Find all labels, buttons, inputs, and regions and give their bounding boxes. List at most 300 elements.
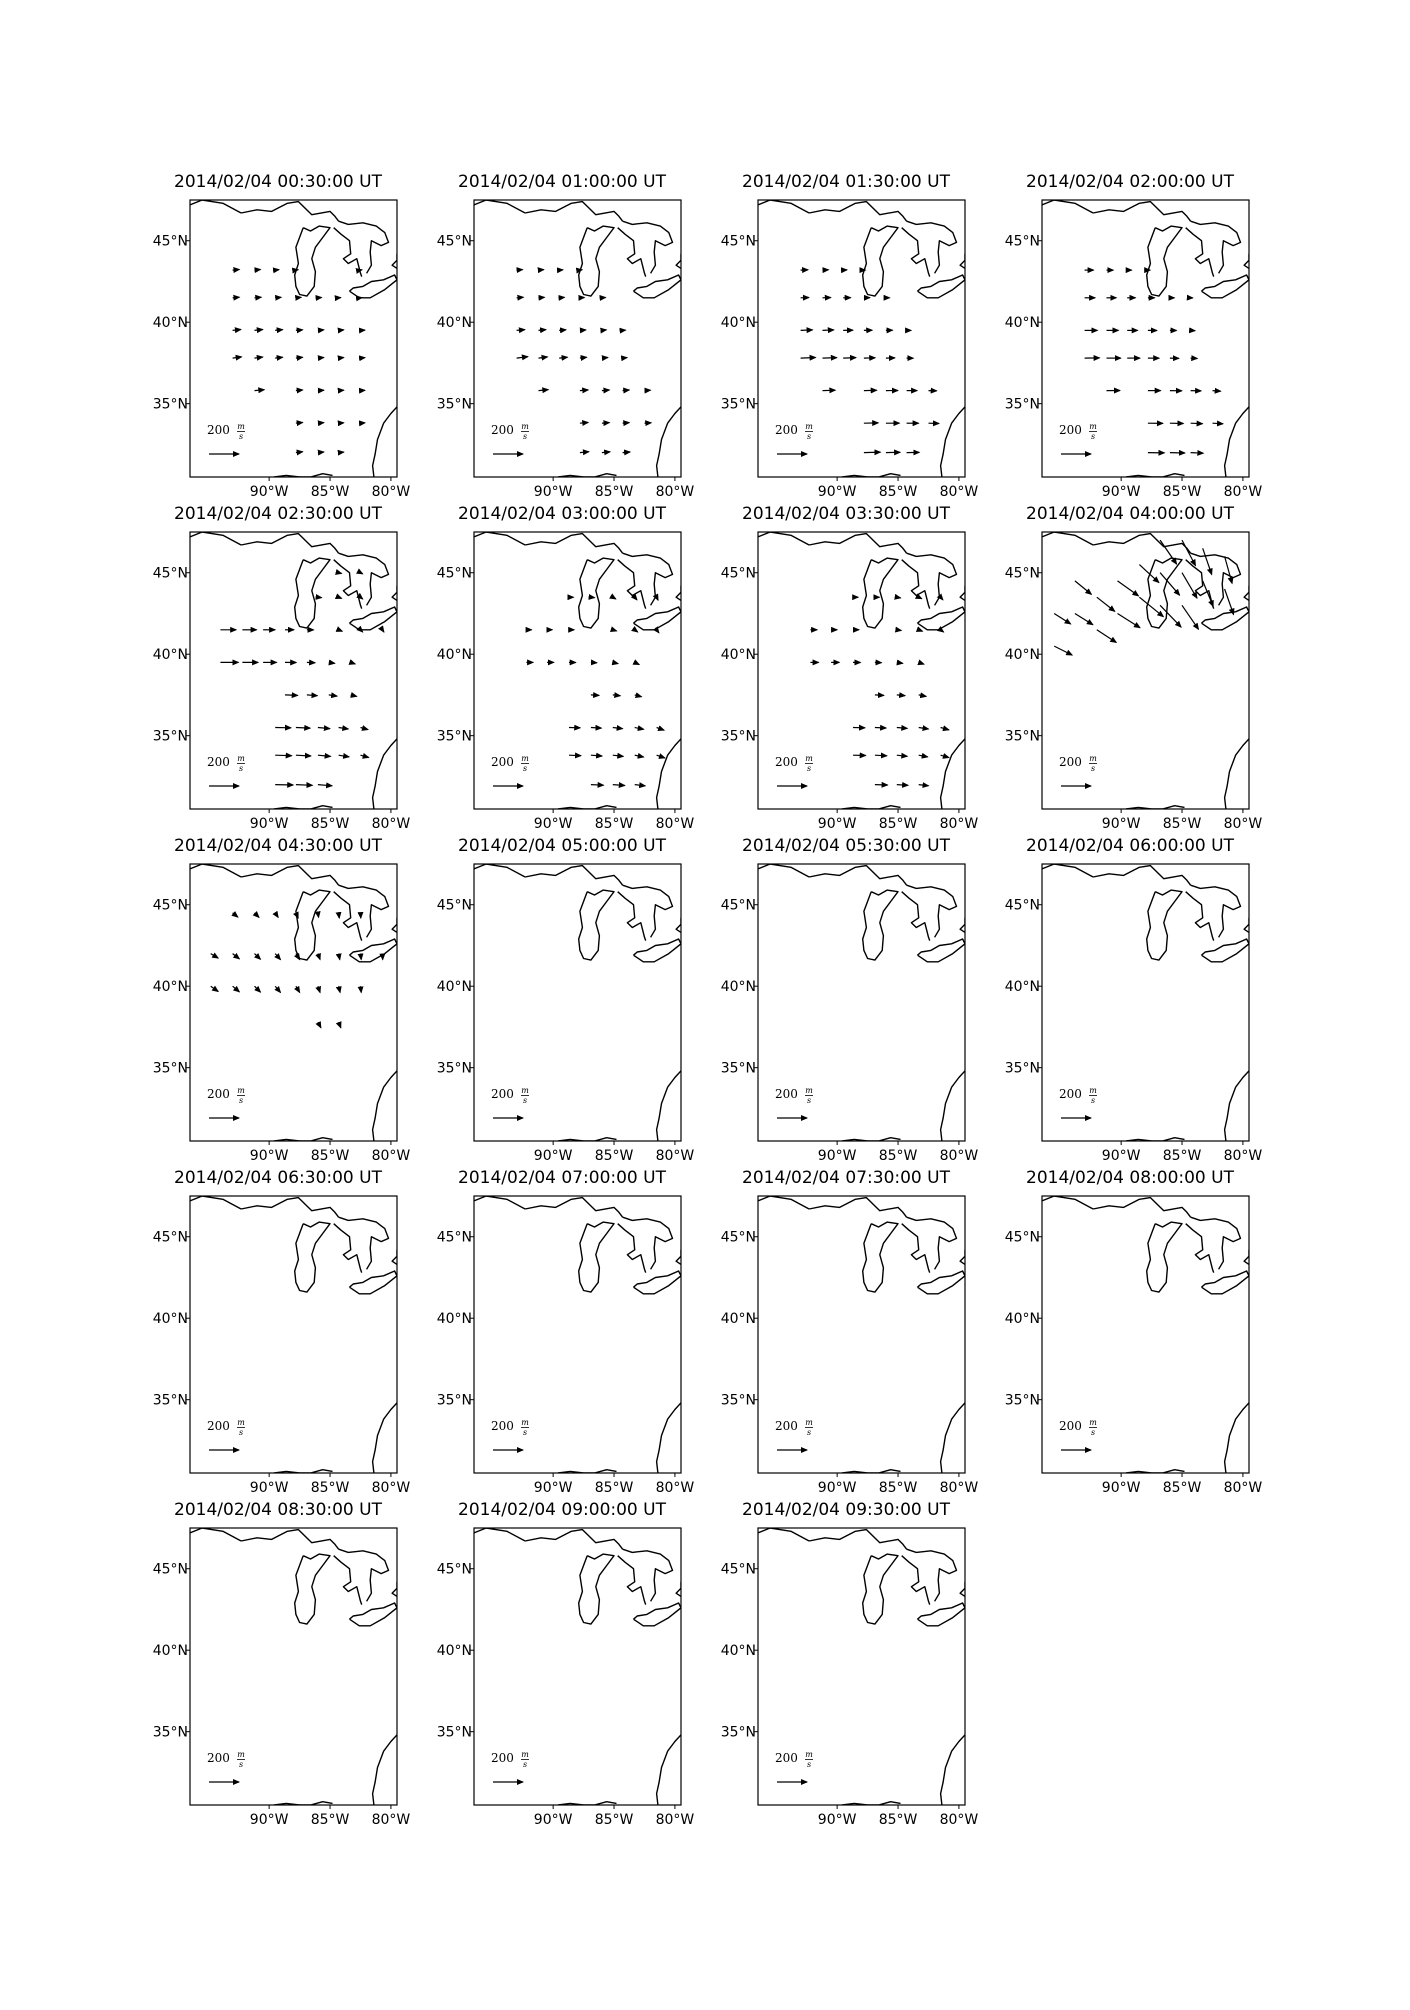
lat-tick-label: 45°N bbox=[720, 1229, 756, 1246]
velocity-vector bbox=[864, 452, 881, 453]
velocity-vector bbox=[1160, 540, 1177, 564]
reference-magnitude: 200 bbox=[775, 1419, 798, 1433]
lat-tick-label: 40°N bbox=[152, 1311, 188, 1328]
velocity-vector bbox=[233, 297, 240, 298]
map-panel bbox=[140, 1498, 416, 1828]
lat-tick-label: 40°N bbox=[720, 979, 756, 996]
reference-unit-numerator: m bbox=[805, 1086, 813, 1095]
velocity-vector bbox=[591, 728, 602, 729]
velocity-vector bbox=[296, 755, 311, 756]
coastline bbox=[863, 558, 898, 628]
velocity-vector bbox=[275, 913, 278, 918]
reference-vector-key bbox=[775, 422, 813, 454]
coastline bbox=[190, 864, 241, 877]
velocity-vector bbox=[623, 358, 628, 359]
velocity-vector bbox=[580, 423, 588, 424]
velocity-vector bbox=[318, 330, 324, 331]
lat-tick-label: 35°N bbox=[1004, 396, 1040, 413]
velocity-vector bbox=[255, 357, 263, 358]
lon-tick-label: 80°W bbox=[655, 1480, 695, 1496]
coastline bbox=[634, 275, 682, 298]
map-panel bbox=[708, 834, 984, 1164]
velocity-vector bbox=[919, 728, 929, 730]
velocity-vector bbox=[897, 630, 902, 631]
coastline bbox=[373, 739, 397, 809]
lon-tick-label: 80°W bbox=[939, 484, 979, 500]
coastline bbox=[1225, 407, 1249, 477]
reference-unit-denominator: s bbox=[1090, 764, 1096, 773]
velocity-vector bbox=[211, 954, 219, 959]
velocity-vector bbox=[318, 358, 324, 359]
coastline bbox=[373, 1735, 397, 1805]
velocity-vector bbox=[318, 913, 319, 918]
coastline bbox=[623, 1549, 673, 1601]
map-panel bbox=[140, 170, 416, 500]
velocity-vector bbox=[919, 755, 928, 757]
velocity-vector bbox=[275, 330, 283, 331]
coastline bbox=[676, 586, 681, 601]
velocity-vector bbox=[255, 954, 261, 960]
lon-tick-label: 80°W bbox=[939, 1480, 979, 1496]
coastline bbox=[334, 560, 362, 609]
lat-tick-label: 35°N bbox=[1004, 1060, 1040, 1077]
lon-tick-label: 85°W bbox=[878, 484, 918, 500]
velocity-vector bbox=[351, 662, 356, 664]
coastline bbox=[809, 534, 907, 554]
velocity-vector bbox=[382, 630, 384, 632]
lon-tick-label: 85°W bbox=[878, 1812, 918, 1828]
coastline bbox=[392, 1250, 397, 1265]
map-panel bbox=[140, 502, 416, 832]
coastline bbox=[1202, 939, 1250, 962]
velocity-vector bbox=[657, 630, 659, 633]
reference-unit-numerator: m bbox=[1089, 1086, 1097, 1095]
reference-magnitude: 200 bbox=[491, 423, 514, 437]
lat-tick-label: 35°N bbox=[152, 396, 188, 413]
lat-tick-label: 45°N bbox=[720, 1561, 756, 1578]
panel-title: 2014/02/04 07:30:00 UT bbox=[742, 1168, 950, 1188]
velocity-vector bbox=[233, 357, 242, 358]
reference-magnitude: 200 bbox=[491, 1751, 514, 1765]
map-panel bbox=[424, 1166, 700, 1496]
coastline bbox=[339, 1549, 389, 1601]
panel-title: 2014/02/04 08:00:00 UT bbox=[1026, 1168, 1234, 1188]
map-plot bbox=[708, 834, 984, 1164]
coastline bbox=[941, 1403, 965, 1473]
velocity-vector bbox=[339, 597, 342, 598]
lat-tick-label: 40°N bbox=[436, 315, 472, 332]
reference-unit-denominator: s bbox=[1090, 1428, 1096, 1437]
lon-tick-label: 85°W bbox=[594, 1148, 634, 1164]
velocity-vector bbox=[602, 330, 607, 331]
lat-tick-label: 45°N bbox=[720, 233, 756, 250]
velocity-vector bbox=[1182, 605, 1199, 629]
lat-tick-label: 35°N bbox=[720, 728, 756, 745]
coastline bbox=[579, 558, 614, 628]
lat-tick-label: 35°N bbox=[152, 1724, 188, 1741]
map-plot bbox=[140, 170, 416, 500]
coastline bbox=[1244, 254, 1249, 269]
map-panel bbox=[424, 502, 700, 832]
velocity-vector bbox=[361, 358, 366, 359]
coastline bbox=[1225, 1403, 1249, 1473]
coastline bbox=[676, 1582, 681, 1597]
velocity-vector bbox=[897, 728, 908, 729]
lon-tick-label: 80°W bbox=[371, 1812, 411, 1828]
lat-tick-label: 35°N bbox=[436, 1392, 472, 1409]
velocity-vector bbox=[296, 986, 300, 992]
reference-unit-denominator: s bbox=[806, 764, 812, 773]
map-panel bbox=[992, 502, 1268, 832]
velocity-vector bbox=[255, 913, 260, 918]
panel-title: 2014/02/04 05:00:00 UT bbox=[458, 836, 666, 856]
velocity-vector bbox=[657, 597, 659, 600]
velocity-vector bbox=[255, 297, 262, 298]
velocity-vector bbox=[307, 695, 318, 696]
velocity-vector bbox=[919, 597, 922, 599]
reference-unit-numerator: m bbox=[237, 1418, 245, 1427]
lon-tick-label: 90°W bbox=[817, 1480, 857, 1496]
velocity-vector bbox=[635, 695, 642, 697]
coastline bbox=[474, 200, 525, 213]
coastline bbox=[618, 1224, 646, 1273]
reference-unit-denominator: s bbox=[238, 432, 244, 441]
coastline bbox=[918, 1271, 966, 1294]
coastline bbox=[339, 553, 389, 605]
velocity-vector bbox=[318, 423, 324, 424]
coastline bbox=[1093, 534, 1191, 554]
coastline bbox=[392, 586, 397, 601]
map-plot bbox=[708, 170, 984, 500]
velocity-vector bbox=[613, 785, 625, 786]
coastline bbox=[902, 892, 930, 941]
coastline bbox=[960, 254, 965, 269]
coastline bbox=[758, 1528, 809, 1541]
reference-unit-numerator: m bbox=[521, 1418, 529, 1427]
lat-tick-label: 40°N bbox=[152, 315, 188, 332]
velocity-vector bbox=[635, 755, 644, 757]
velocity-vector bbox=[339, 728, 349, 730]
lon-tick-label: 90°W bbox=[1101, 1148, 1141, 1164]
coastline bbox=[809, 1198, 907, 1218]
velocity-vector bbox=[635, 728, 644, 730]
coastline bbox=[918, 275, 966, 298]
velocity-vector bbox=[613, 630, 617, 631]
velocity-vector bbox=[296, 357, 303, 358]
lon-tick-label: 80°W bbox=[939, 1812, 979, 1828]
velocity-vector bbox=[591, 755, 602, 756]
map-plot bbox=[992, 170, 1268, 500]
velocity-vector bbox=[823, 330, 834, 331]
velocity-vector bbox=[233, 986, 240, 992]
coastline bbox=[1147, 226, 1182, 296]
coastline bbox=[295, 890, 330, 960]
velocity-vector bbox=[801, 330, 813, 331]
velocity-vector bbox=[539, 357, 548, 358]
lat-tick-label: 40°N bbox=[436, 1643, 472, 1660]
lon-tick-label: 85°W bbox=[310, 484, 350, 500]
lat-tick-label: 35°N bbox=[1004, 1392, 1040, 1409]
velocity-vector bbox=[602, 452, 610, 453]
coastline bbox=[902, 228, 930, 277]
lat-tick-label: 40°N bbox=[720, 1311, 756, 1328]
reference-unit-numerator: m bbox=[1089, 754, 1097, 763]
velocity-vector bbox=[339, 913, 340, 918]
lon-tick-label: 90°W bbox=[249, 484, 289, 500]
velocity-vector bbox=[1075, 614, 1093, 625]
reference-unit-denominator: s bbox=[238, 1760, 244, 1769]
lat-tick-label: 40°N bbox=[720, 647, 756, 664]
map-plot bbox=[424, 1498, 700, 1828]
coastline bbox=[392, 254, 397, 269]
panel-title: 2014/02/04 02:30:00 UT bbox=[174, 504, 382, 524]
map-panel bbox=[708, 170, 984, 500]
panel-title: 2014/02/04 02:00:00 UT bbox=[1026, 172, 1234, 192]
coastline bbox=[1191, 221, 1241, 273]
velocity-vector bbox=[361, 728, 369, 730]
lon-tick-label: 80°W bbox=[1223, 1480, 1263, 1496]
reference-magnitude: 200 bbox=[775, 423, 798, 437]
coastline bbox=[960, 1250, 965, 1265]
velocity-vector bbox=[275, 357, 283, 358]
lon-tick-label: 80°W bbox=[655, 484, 695, 500]
coastline bbox=[918, 939, 966, 962]
reference-magnitude: 200 bbox=[1059, 1419, 1082, 1433]
coastline bbox=[190, 1528, 241, 1541]
lon-tick-label: 85°W bbox=[1162, 1148, 1202, 1164]
coastline bbox=[676, 1250, 681, 1265]
velocity-vector bbox=[339, 452, 344, 453]
coastline bbox=[241, 866, 339, 886]
lon-tick-label: 90°W bbox=[817, 816, 857, 832]
coastline bbox=[373, 407, 397, 477]
coastline bbox=[241, 534, 339, 554]
panel-title: 2014/02/04 05:30:00 UT bbox=[742, 836, 950, 856]
reference-vector-key bbox=[1059, 1086, 1097, 1118]
velocity-vector bbox=[897, 785, 908, 786]
reference-vector-key bbox=[207, 422, 245, 454]
velocity-vector bbox=[329, 695, 337, 696]
velocity-vector bbox=[875, 695, 884, 696]
coastline bbox=[1042, 864, 1093, 877]
velocity-vector bbox=[517, 357, 528, 359]
coastline bbox=[350, 1603, 398, 1626]
velocity-vector bbox=[361, 954, 362, 960]
velocity-vector bbox=[580, 357, 587, 358]
lat-tick-label: 35°N bbox=[152, 1060, 188, 1077]
coastline bbox=[657, 407, 681, 477]
lat-tick-label: 45°N bbox=[152, 1229, 188, 1246]
map-panel bbox=[424, 834, 700, 1164]
lon-tick-label: 90°W bbox=[1101, 816, 1141, 832]
velocity-vector bbox=[591, 695, 599, 696]
coastline bbox=[350, 275, 398, 298]
map-panel bbox=[708, 1166, 984, 1496]
lat-tick-label: 40°N bbox=[1004, 647, 1040, 664]
panel-title: 2014/02/04 06:00:00 UT bbox=[1026, 836, 1234, 856]
velocity-vector bbox=[255, 270, 261, 271]
velocity-vector bbox=[318, 986, 320, 992]
reference-unit-denominator: s bbox=[238, 764, 244, 773]
velocity-vector bbox=[233, 270, 240, 271]
velocity-vector bbox=[1225, 589, 1234, 615]
velocity-vector bbox=[613, 662, 618, 663]
lon-tick-label: 90°W bbox=[533, 1480, 573, 1496]
lon-tick-label: 80°W bbox=[371, 484, 411, 500]
velocity-vector bbox=[613, 755, 624, 756]
velocity-vector bbox=[539, 270, 544, 271]
velocity-vector bbox=[613, 695, 621, 696]
velocity-vector bbox=[233, 913, 238, 917]
velocity-vector bbox=[875, 728, 886, 729]
velocity-vector bbox=[318, 755, 331, 756]
map-plot bbox=[424, 170, 700, 500]
coastline bbox=[241, 1530, 339, 1550]
velocity-vector bbox=[823, 358, 837, 359]
reference-vector-key bbox=[775, 1750, 813, 1782]
map-panel bbox=[140, 1166, 416, 1496]
coastline bbox=[758, 200, 809, 213]
coastline bbox=[295, 226, 330, 296]
coastline bbox=[579, 226, 614, 296]
velocity-vector bbox=[255, 330, 263, 331]
lon-tick-label: 80°W bbox=[655, 1812, 695, 1828]
velocity-vector bbox=[233, 954, 240, 959]
lat-tick-label: 45°N bbox=[720, 897, 756, 914]
reference-vector-key bbox=[775, 1418, 813, 1450]
lat-tick-label: 40°N bbox=[152, 979, 188, 996]
coastline bbox=[907, 553, 957, 605]
lon-tick-label: 90°W bbox=[533, 1148, 573, 1164]
velocity-vector bbox=[919, 785, 929, 786]
lon-tick-label: 90°W bbox=[817, 484, 857, 500]
reference-unit-numerator: m bbox=[805, 422, 813, 431]
coastline bbox=[392, 918, 397, 933]
lon-tick-label: 85°W bbox=[594, 484, 634, 500]
velocity-vector bbox=[517, 297, 524, 298]
lat-tick-label: 35°N bbox=[436, 1060, 472, 1077]
reference-magnitude: 200 bbox=[491, 755, 514, 769]
reference-magnitude: 200 bbox=[1059, 755, 1082, 769]
coastline bbox=[1093, 866, 1191, 886]
coastline bbox=[634, 607, 682, 630]
reference-magnitude: 200 bbox=[1059, 423, 1082, 437]
reference-magnitude: 200 bbox=[775, 1087, 798, 1101]
velocity-vector bbox=[897, 695, 905, 696]
velocity-vector bbox=[318, 728, 330, 729]
coastline bbox=[525, 1530, 623, 1550]
coastline bbox=[1225, 739, 1249, 809]
velocity-vector bbox=[1118, 581, 1139, 596]
lat-tick-label: 40°N bbox=[436, 979, 472, 996]
lon-tick-label: 90°W bbox=[1101, 484, 1141, 500]
coastline bbox=[1186, 1224, 1214, 1273]
lon-tick-label: 85°W bbox=[310, 1148, 350, 1164]
coastline bbox=[525, 534, 623, 554]
coastline bbox=[1186, 892, 1214, 941]
velocity-vector bbox=[339, 573, 342, 574]
coastline bbox=[863, 1222, 898, 1292]
velocity-vector bbox=[1139, 565, 1159, 583]
lat-tick-label: 45°N bbox=[1004, 565, 1040, 582]
reference-unit-numerator: m bbox=[1089, 1418, 1097, 1427]
velocity-vector bbox=[623, 423, 630, 424]
reference-vector-key bbox=[775, 1086, 813, 1118]
velocity-vector bbox=[657, 728, 665, 731]
lat-tick-label: 35°N bbox=[436, 1724, 472, 1741]
coastline bbox=[809, 202, 907, 222]
lon-tick-label: 85°W bbox=[594, 816, 634, 832]
coastline bbox=[902, 1224, 930, 1273]
reference-magnitude: 200 bbox=[207, 755, 230, 769]
map-panel bbox=[708, 502, 984, 832]
lon-tick-label: 90°W bbox=[817, 1812, 857, 1828]
velocity-vector bbox=[623, 452, 631, 453]
lat-tick-label: 35°N bbox=[720, 396, 756, 413]
velocity-vector bbox=[1118, 614, 1141, 628]
coastline bbox=[657, 1403, 681, 1473]
coastline bbox=[657, 1071, 681, 1141]
lon-tick-label: 80°W bbox=[1223, 484, 1263, 500]
velocity-vector bbox=[296, 390, 303, 391]
lat-tick-label: 45°N bbox=[152, 233, 188, 250]
reference-magnitude: 200 bbox=[491, 1087, 514, 1101]
velocity-vector bbox=[941, 597, 943, 600]
coastline bbox=[1042, 1196, 1093, 1209]
velocity-vector bbox=[275, 986, 280, 992]
reference-magnitude: 200 bbox=[491, 1419, 514, 1433]
coastline bbox=[474, 1528, 525, 1541]
reference-unit-denominator: s bbox=[522, 1760, 528, 1769]
lon-tick-label: 85°W bbox=[1162, 816, 1202, 832]
panel-title: 2014/02/04 00:30:00 UT bbox=[174, 172, 382, 192]
velocity-vector bbox=[580, 452, 589, 453]
velocity-vector bbox=[559, 330, 566, 331]
coastline bbox=[1244, 1250, 1249, 1265]
reference-unit-denominator: s bbox=[238, 1428, 244, 1437]
lat-tick-label: 45°N bbox=[436, 897, 472, 914]
lat-tick-label: 45°N bbox=[1004, 1229, 1040, 1246]
coastline bbox=[1244, 918, 1249, 933]
coastline bbox=[623, 221, 673, 273]
velocity-vector bbox=[1054, 646, 1072, 655]
coastline bbox=[758, 532, 809, 545]
velocity-vector bbox=[580, 390, 588, 391]
velocity-vector bbox=[613, 728, 623, 729]
coastline bbox=[295, 1554, 330, 1624]
coastline bbox=[941, 739, 965, 809]
lat-tick-label: 45°N bbox=[1004, 233, 1040, 250]
coastline bbox=[634, 939, 682, 962]
reference-vector-key bbox=[207, 754, 245, 786]
velocity-vector bbox=[275, 954, 280, 960]
panel-title: 2014/02/04 01:00:00 UT bbox=[458, 172, 666, 192]
velocity-vector bbox=[623, 390, 630, 391]
velocity-vector bbox=[559, 357, 567, 358]
coastline bbox=[190, 200, 241, 213]
coastline bbox=[295, 1222, 330, 1292]
velocity-vector bbox=[339, 755, 350, 757]
coastline bbox=[1191, 553, 1241, 605]
lat-tick-label: 40°N bbox=[720, 315, 756, 332]
velocity-vector bbox=[1191, 423, 1203, 424]
coastline bbox=[902, 1556, 930, 1605]
coastline bbox=[907, 1217, 957, 1269]
panel-title: 2014/02/04 03:30:00 UT bbox=[742, 504, 950, 524]
lon-tick-label: 80°W bbox=[1223, 1148, 1263, 1164]
panel-title: 2014/02/04 04:00:00 UT bbox=[1026, 504, 1234, 524]
coastline bbox=[334, 228, 362, 277]
